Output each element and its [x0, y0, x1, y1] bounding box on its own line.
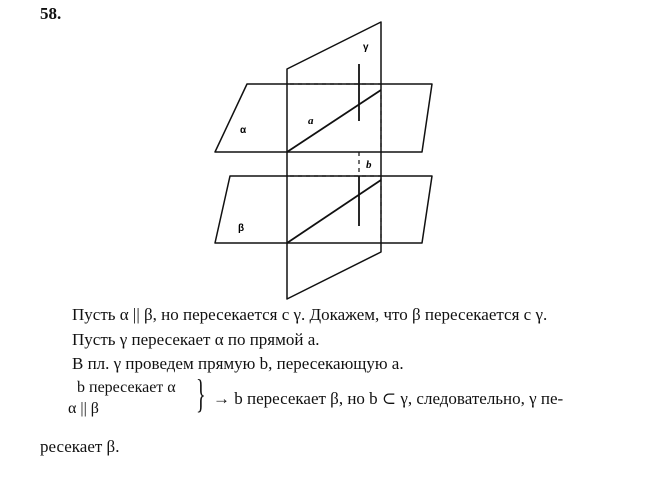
text-line-1: Пусть α || β, но пересекается с γ. Докажем, что β пересекается с γ.	[72, 305, 548, 324]
problem-number: 58.	[40, 4, 62, 23]
label-line-b: b	[366, 159, 372, 171]
conclusion-text: → b пересекает β, но b ⊂ γ, следовательно, γ пе-	[213, 389, 564, 408]
text-line-last: ресекает β.	[40, 437, 120, 456]
line-a	[287, 90, 381, 152]
label-beta: β	[238, 223, 245, 234]
condition-1: b пересекает α	[77, 379, 176, 396]
text-line-2: Пусть γ пересекает α по прямой a.	[72, 330, 320, 349]
condition-2: α || β	[68, 400, 99, 417]
line-gamma-beta	[287, 180, 381, 243]
curly-brace: }	[196, 371, 206, 416]
plane-alpha	[215, 84, 432, 152]
text-line-3: В пл. γ проведем прямую b, пересекающую a.	[72, 354, 404, 373]
label-alpha: α	[240, 125, 247, 136]
label-gamma: γ	[363, 42, 369, 53]
label-line-a: a	[308, 115, 314, 127]
plane-beta	[215, 176, 432, 243]
